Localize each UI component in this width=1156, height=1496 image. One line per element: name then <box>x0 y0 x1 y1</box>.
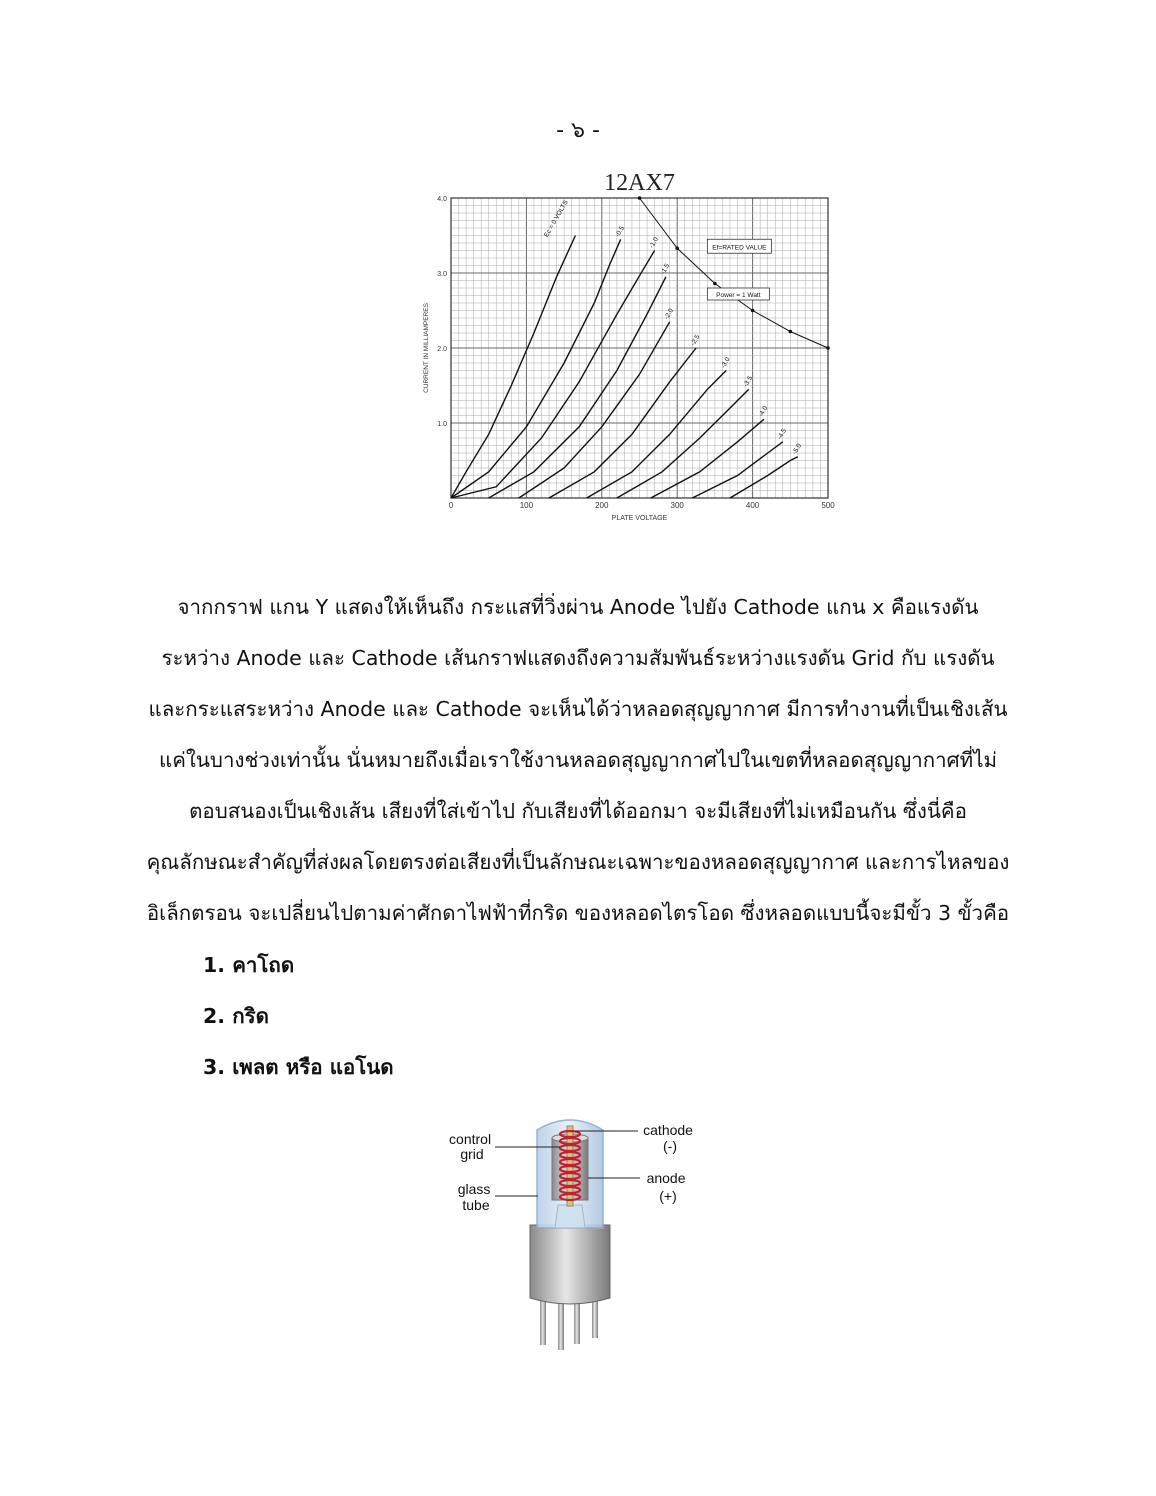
cathode-label: cathode (-) <box>643 1122 693 1154</box>
power-curve-point <box>638 196 642 200</box>
power-curve-point <box>713 282 717 286</box>
series-line <box>587 371 727 499</box>
glass-tube-label: glass tube <box>457 1181 491 1213</box>
power-curve-point <box>675 246 679 250</box>
series-line <box>617 389 749 498</box>
power-curve-point <box>826 346 830 350</box>
series-label: -2.5 <box>689 333 702 347</box>
vacuum-tube-diagram <box>440 1110 720 1360</box>
x-tick-label: 200 <box>595 501 609 510</box>
series-label: -1.0 <box>648 236 660 250</box>
series-line <box>451 239 621 498</box>
x-tick-label: 0 <box>448 501 454 510</box>
series-label: -5.0 <box>791 442 804 456</box>
power-curve-point <box>751 309 755 313</box>
paragraph-line: แค่ในบางช่วงเท่านั้น นั่นหมายถึงเมื่อเราใช้งานหลอดสุญญากาศไปในเขตที่หลอดสุญญากาศที่ไม่ <box>158 748 998 772</box>
y-axis-label: CURRENT IN MILLIAMPERES <box>423 303 430 393</box>
paragraph-line: คุณลักษณะสำคัญที่ส่งผลโดยตรงต่อเสียงที่เป็นลักษณะเฉพาะของหลอดสุญญากาศ และการไหลของ <box>146 850 1010 874</box>
series-label: -3.5 <box>742 375 755 389</box>
x-tick-label: 500 <box>821 501 835 510</box>
paragraph-line: อิเล็กตรอน จะเปลี่ยนไปตามค่าศักดาไฟฟ้าที่กริด ของหลอดไตรโอด ซึ่งหลอดแบบนี้จะมีขั้ว 3 ขั้วคือ <box>146 901 1010 925</box>
y-tick-label: 2.0 <box>437 346 447 353</box>
paragraph-line: จากกราฟ แกน Y แสดงให้เห็นถึง กระแสที่วิ่งผ่าน Anode ไปยัง Cathode แกน x คือแรงดัน <box>177 595 979 619</box>
chart-title: 12AX7 <box>604 170 675 196</box>
y-tick-label: 1.0 <box>437 421 447 428</box>
series-label: -0.5 <box>614 225 626 239</box>
anode-label: anode (+) <box>646 1170 686 1204</box>
y-tick-label: 4.0 <box>437 196 447 203</box>
electrode-list <box>203 940 394 1093</box>
tube-characteristic-chart <box>416 168 846 528</box>
paragraph-line: ระหว่าง Anode และ Cathode เส้นกราฟแสดงถึงความสัมพันธ์ระหว่างแรงดัน Grid กับ แรงดัน <box>161 646 995 670</box>
paragraph-line: ตอบสนองเป็นเชิงเส้น เสียงที่ใส่เข้าไป กับเสียงที่ได้ออกมา จะมีเสียงที่ไม่เหมือนกัน ซึ่งนี่คือ <box>189 799 967 823</box>
y-tick-label: 3.0 <box>437 271 447 278</box>
page-number: - ๖ - <box>556 118 600 143</box>
list-item: 3. เพลต หรือ แอโนด <box>203 1055 394 1079</box>
tube-base <box>530 1225 610 1304</box>
x-axis-label: PLATE VOLTAGE <box>611 515 668 522</box>
body-paragraph <box>120 582 1036 939</box>
series-label: -4.0 <box>757 405 770 419</box>
x-tick-label: 300 <box>670 501 684 510</box>
series-label: -4.5 <box>776 427 789 441</box>
x-tick-label: 400 <box>745 501 760 510</box>
power-curve-point <box>789 330 793 334</box>
series-line <box>730 457 798 498</box>
list-item: 2. กริด <box>203 1004 269 1028</box>
series-label: -3.0 <box>719 356 732 370</box>
control-grid-label: control grid <box>449 1131 492 1162</box>
series-label: -2.0 <box>663 307 675 321</box>
rated-value-label: Ef=RATED VALUE <box>712 244 767 252</box>
series-label: Ec = 0 VOLTS <box>543 199 570 239</box>
series-label: -1.5 <box>659 262 672 276</box>
paragraph-line: และกระแสระหว่าง Anode และ Cathode จะเห็นได้ว่าหลอดสุญญากาศ มีการทำงานที่เป็นเชิงเส้น <box>148 697 1008 721</box>
list-item: 1. คาโถด <box>203 953 295 977</box>
x-tick-label: 100 <box>519 501 534 510</box>
power-label: Power = 1 Watt <box>716 292 761 299</box>
